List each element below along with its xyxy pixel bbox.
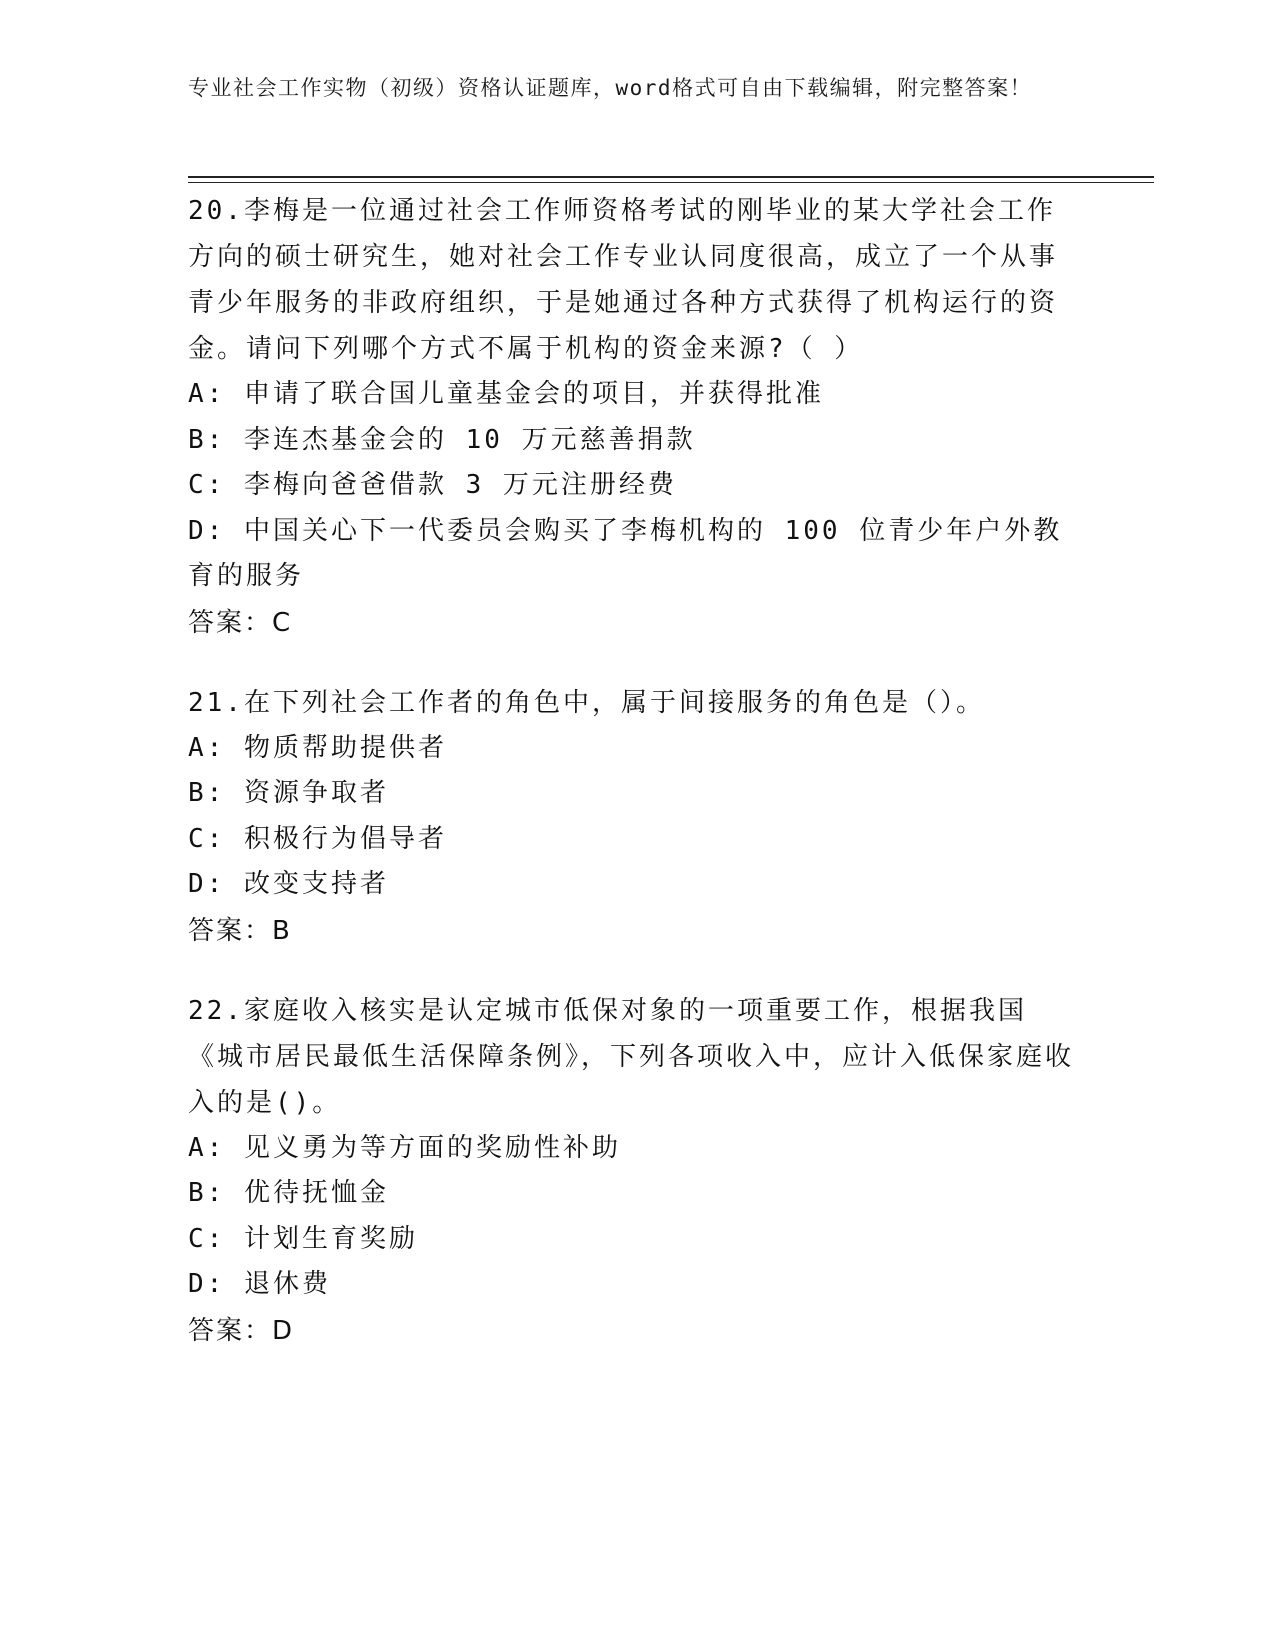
question-list bbox=[188, 188, 1078, 1388]
option-b: B: 优待抚恤金 bbox=[188, 1178, 389, 1208]
option-b: B: 李连杰基金会的 10 万元慈善捐款 bbox=[188, 424, 696, 455]
question-22 bbox=[188, 988, 1078, 1354]
question-stem: 21.在下列社会工作者的角色中，属于间接服务的角色是（）。 bbox=[188, 687, 985, 718]
option-d: D: 退休费 bbox=[188, 1269, 331, 1299]
option-a: A: 申请了联合国儿童基金会的项目，并获得批准 bbox=[188, 379, 824, 409]
option-c: C: 积极行为倡导者 bbox=[188, 823, 447, 854]
option-a: A: 物质帮助提供者 bbox=[188, 732, 447, 763]
answer-label: 答案：B bbox=[188, 915, 292, 946]
option-c: C: 计划生育奖励 bbox=[188, 1223, 418, 1254]
option-d: D: 改变支持者 bbox=[188, 869, 389, 899]
option-b: B: 资源争取者 bbox=[188, 778, 389, 808]
option-d: D: 中国关心下一代委员会购买了李梅机构的 100 位青少年户外教育的服务 bbox=[188, 515, 1063, 591]
option-c: C: 李梅向爸爸借款 3 万元注册经费 bbox=[188, 470, 677, 500]
question-stem: 20.李梅是一位通过社会工作师资格考试的刚毕业的某大学社会工作方向的硕士研究生，她对社会工作专业认同度很高，成立了一个从事青少年服务的非政府组织，于是她通过各种方式获得了机构运行的资金。请问下列哪个方式不属于机构的资金来源?（ ） bbox=[188, 196, 1059, 364]
option-a: A: 见义勇为等方面的奖励性补助 bbox=[188, 1132, 621, 1163]
answer-label: 答案：D bbox=[188, 1315, 295, 1346]
question-21 bbox=[188, 680, 1078, 954]
document-header: 专业社会工作实物（初级）资格认证题库，word格式可自由下载编辑，附完整答案！ bbox=[188, 76, 1033, 100]
header-divider-thick bbox=[188, 176, 1154, 178]
question-20 bbox=[188, 188, 1078, 646]
answer-label: 答案：C bbox=[188, 607, 293, 638]
question-stem: 22.家庭收入核实是认定城市低保对象的一项重要工作，根据我国《城市居民最低生活保障条例》，下列各项收入中，应计入低保家庭收入的是()。 bbox=[188, 995, 1075, 1118]
header-divider-thin bbox=[188, 182, 1154, 183]
